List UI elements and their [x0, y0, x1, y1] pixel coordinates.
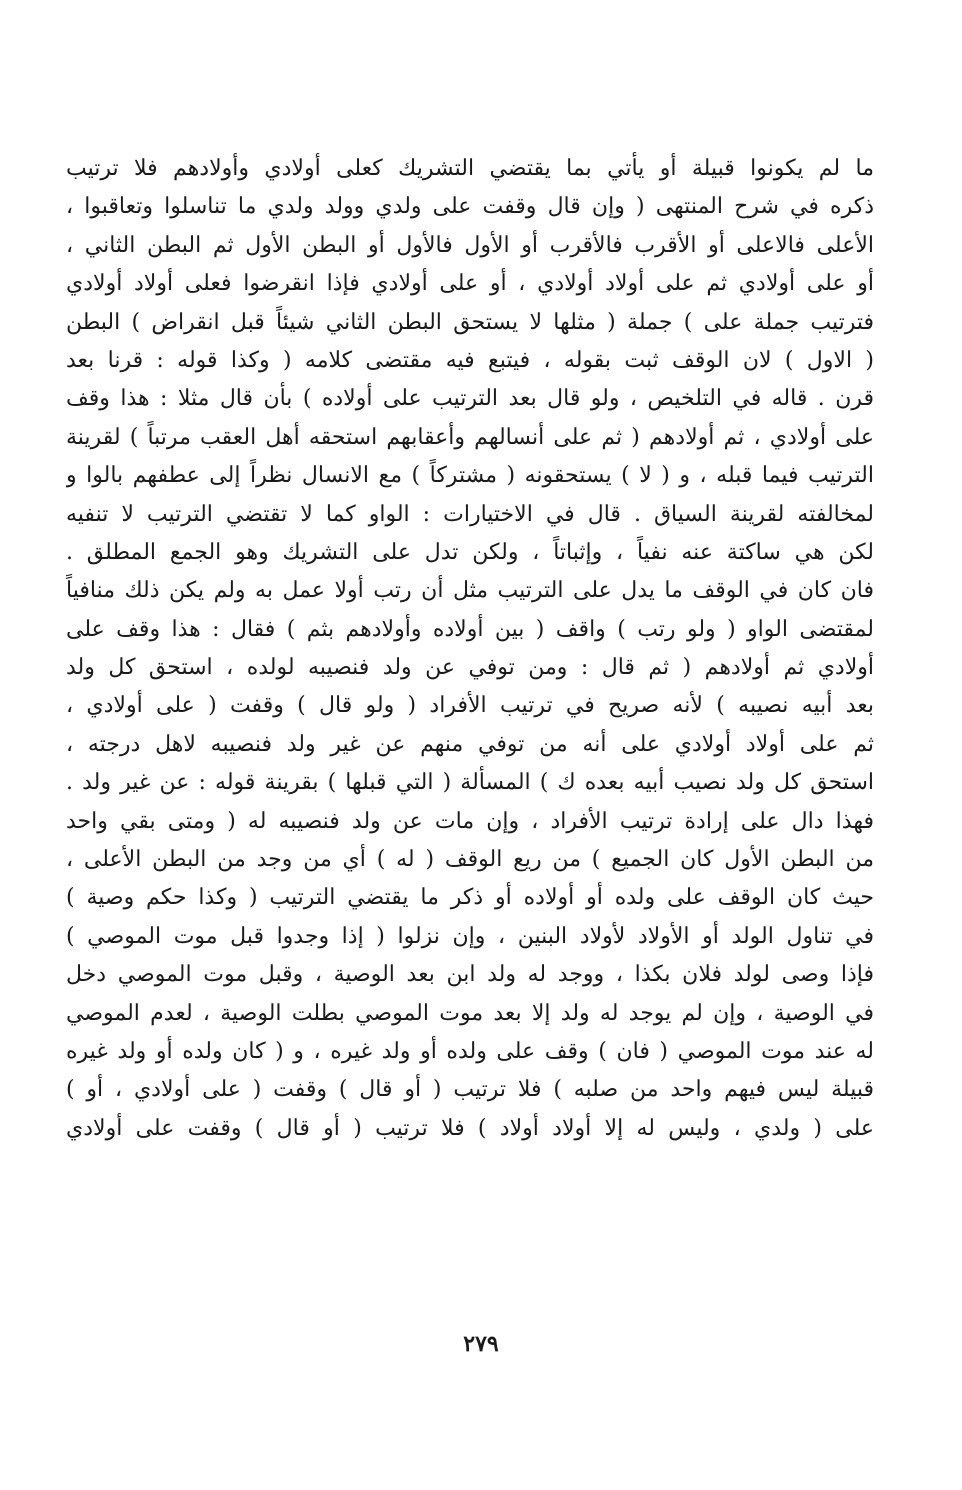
text-line: ( الاول ) لان الوقف ثبت بقوله ، فيتبع فيه مقتضى كلامه ( وكذا قوله : قرنا بعد: [66, 347, 874, 373]
text-line: ما لم يكونوا قبيلة أو يأتي بما يقتضي التشريك كعلى أولادي وأولادهم فلا ترتيب: [66, 156, 874, 181]
text-line: حيث كان الوقف على ولده أو أولاده أو ذكر ما يقتضي الترتيب ( وكذا حكم وصية ): [66, 885, 874, 911]
text-line: في تناول الولد أو الأولاد لأولاد البنين ، وإن نزلوا ( إذا وجدوا قبل موت الموصي ): [66, 923, 874, 949]
text-line: في الوصية ، وإن لم يوجد له ولد إلا بعد موت الموصي بطلت الوصية ، لعدم الموصي: [66, 1000, 874, 1026]
text-line: فإذا وصى لولد فلان بكذا ، ووجد له ولد ابن بعد الوصية ، وقبل موت الموصي دخل: [66, 962, 874, 988]
body-text: [66, 150, 874, 1148]
text-line: استحق كل ولد نصيب أبيه بعده ك ) المسألة ( التي قبلها ) بقرينة قوله : عن غير ولد .: [66, 770, 874, 796]
text-line: فترتيب جملة على ) جملة ( مثلها لا يستحق البطن الثاني شيئاً قبل انقراض ) البطن: [66, 309, 874, 335]
text-line: بعد أبيه نصيبه ) لأنه صريح في ترتيب الأفراد ( ولو قال ) وقفت ( على أولادي ،: [66, 693, 874, 719]
text-line: أو على أولادي ثم على أولاد أولادي ، أو على أولادي فإذا انقرضوا فعلى أولاد أولادي: [66, 271, 874, 297]
text-line: من البطن الأول كان الجميع ) من ريع الوقف ( له ) أي من وجد من البطن الأعلى ،: [66, 847, 874, 873]
text-line: ذكره في شرح المنتهى ( وإن قال وقفت على ولدي وولد ولدي ما تناسلوا وتعاقبوا ،: [66, 194, 874, 220]
text-line: فهذا دال على إرادة ترتيب الأفراد ، وإن مات عن ولد فنصيبه له ( ومتى بقي واحد: [66, 808, 874, 834]
text-line: لكن هي ساكتة عنه نفياً ، وإثباتاً ، ولكن تدل على التشريك وهو الجمع المطلق .: [66, 539, 874, 565]
text-line: قبيلة ليس فيهم واحد من صلبه ) فلا ترتيب ( أو قال ) وقفت ( على أولادي ، أو ): [66, 1077, 874, 1103]
text-line: على أولادي ، ثم أولادهم ( ثم على أنسالهم وأعقابهم استحقه أهل العقب مرتباً ) لقرينة: [66, 424, 874, 450]
text-line: ثم على أولاد أولادي على أنه من توفي منهم عن غير ولد فنصيبه لاهل درجته ،: [66, 731, 874, 757]
text-line: على ( ولدي ، وليس له إلا أولاد أولاد ) فلا ترتيب ( أو قال ) وقفت على أولادي: [66, 1115, 874, 1141]
text-line: له عند موت الموصي ( فان ) وقف على ولده أو ولد غيره ، و ( كان ولده أو ولد غيره: [66, 1038, 874, 1064]
text-line: فان كان في الوقف ما يدل على الترتيب مثل أن رتب أولا عمل به ولم يكن ذلك منافياً: [66, 578, 874, 604]
text-line: قرن . قاله في التلخيص ، ولو قال بعد الترتيب على أولاده ) بأن قال مثلا : هذا وقف: [66, 386, 874, 412]
text-line: لمخالفته لقرينة السياق . قال في الاختيارات : الواو كما لا تقتضي الترتيب لا تنفيه: [66, 501, 874, 527]
text-line: لمقتضى الواو ( ولو رتب ) واقف ( بين أولاده وأولادهم بثم ) فقال : هذا وقف على: [66, 616, 874, 642]
text-line: أولادي ثم أولادهم ( ثم قال : ومن توفي عن ولد فنصيبه لولده ، استحق كل ولد: [66, 655, 874, 681]
text-line: الترتيب فيما قبله ، و ( لا ) يستحقونه ( مشتركاً ) مع الانسال نظراً إلى عطفهم بالوا و: [66, 463, 874, 489]
text-line: الأعلى فالاعلى أو الأقرب فالأقرب أو الأول فالأول أو البطن الأول ثم البطن الثاني ،: [66, 232, 874, 258]
page-number: ٢٧٩: [463, 1331, 499, 1357]
